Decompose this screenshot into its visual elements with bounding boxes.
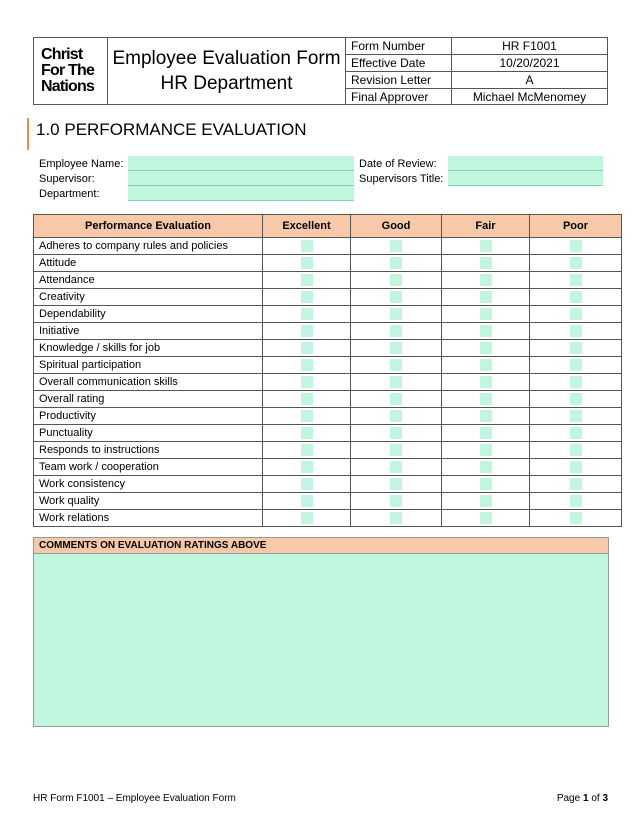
rating-cell-excellent xyxy=(263,459,351,476)
logo-line-3: Nations xyxy=(41,78,95,95)
rating-checkbox-poor[interactable] xyxy=(570,461,582,473)
employee-name-field[interactable] xyxy=(128,156,354,171)
rating-cell-fair xyxy=(442,255,530,272)
rating-cell-poor xyxy=(530,459,622,476)
supervisor-field[interactable] xyxy=(128,171,354,186)
supervisors-title-field[interactable] xyxy=(448,171,603,186)
rating-checkbox-poor[interactable] xyxy=(570,495,582,507)
rating-cell-poor xyxy=(530,493,622,510)
rating-checkbox-poor[interactable] xyxy=(570,325,582,337)
rating-checkbox-fair[interactable] xyxy=(480,410,492,422)
criterion-label: Team work / cooperation xyxy=(34,459,263,476)
rating-checkbox-fair[interactable] xyxy=(480,274,492,286)
rating-cell-good xyxy=(351,306,442,323)
rating-checkbox-fair[interactable] xyxy=(480,427,492,439)
rating-cell-excellent xyxy=(263,357,351,374)
table-row xyxy=(34,476,622,493)
rating-cell-good xyxy=(351,255,442,272)
table-row xyxy=(34,255,622,272)
rating-checkbox-fair[interactable] xyxy=(480,240,492,252)
rating-checkbox-good[interactable] xyxy=(390,325,402,337)
comments-section xyxy=(33,537,609,727)
rating-cell-poor xyxy=(530,408,622,425)
rating-checkbox-fair[interactable] xyxy=(480,359,492,371)
rating-cell-good xyxy=(351,408,442,425)
meta-row-revision-letter xyxy=(346,72,607,89)
rating-cell-fair xyxy=(442,357,530,374)
rating-checkbox-excellent[interactable] xyxy=(301,240,313,252)
rating-checkbox-excellent[interactable] xyxy=(301,291,313,303)
rating-cell-poor xyxy=(530,442,622,459)
rating-cell-excellent xyxy=(263,272,351,289)
section-title: 1.0 PERFORMANCE EVALUATION xyxy=(36,120,307,139)
table-row xyxy=(34,340,622,357)
rating-cell-poor xyxy=(530,272,622,289)
rating-checkbox-good[interactable] xyxy=(390,257,402,269)
meta-row-effective-date xyxy=(346,55,607,72)
rating-cell-good xyxy=(351,442,442,459)
table-row xyxy=(34,493,622,510)
rating-cell-excellent xyxy=(263,255,351,272)
table-row xyxy=(34,425,622,442)
meta-value: 10/20/2021 xyxy=(452,55,608,72)
form-title xyxy=(108,38,346,104)
meta-row-form-number xyxy=(346,38,607,55)
header-performance-evaluation: Performance Evaluation xyxy=(34,215,263,238)
rating-cell-fair xyxy=(442,340,530,357)
rating-checkbox-fair[interactable] xyxy=(480,308,492,320)
criterion-label: Attendance xyxy=(34,272,263,289)
rating-cell-excellent xyxy=(263,340,351,357)
footer-form-label: HR Form F1001 – Employee Evaluation Form xyxy=(33,793,236,804)
rating-checkbox-poor[interactable] xyxy=(570,376,582,388)
header-excellent: Excellent xyxy=(263,215,351,238)
rating-checkbox-poor[interactable] xyxy=(570,512,582,524)
rating-cell-fair xyxy=(442,408,530,425)
performance-table xyxy=(33,214,622,527)
criterion-label: Punctuality xyxy=(34,425,263,442)
table-row xyxy=(34,272,622,289)
date-of-review-label: Date of Review: xyxy=(359,158,437,170)
rating-cell-good xyxy=(351,323,442,340)
rating-checkbox-poor[interactable] xyxy=(570,410,582,422)
logo-line-1: Christ xyxy=(41,46,83,63)
rating-checkbox-fair[interactable] xyxy=(480,512,492,524)
meta-value: HR F1001 xyxy=(452,38,608,55)
meta-label: Form Number xyxy=(346,38,452,55)
meta-row-final-approver xyxy=(346,89,607,106)
rating-checkbox-good[interactable] xyxy=(390,427,402,439)
table-row xyxy=(34,357,622,374)
criterion-label: Spiritual participation xyxy=(34,357,263,374)
rating-checkbox-excellent[interactable] xyxy=(301,325,313,337)
rating-cell-poor xyxy=(530,374,622,391)
rating-cell-good xyxy=(351,272,442,289)
table-row xyxy=(34,289,622,306)
rating-cell-poor xyxy=(530,476,622,493)
table-row xyxy=(34,510,622,527)
rating-cell-fair xyxy=(442,323,530,340)
rating-checkbox-excellent[interactable] xyxy=(301,427,313,439)
form-title-line-1: Employee Evaluation Form xyxy=(112,48,341,69)
rating-cell-fair xyxy=(442,306,530,323)
form-header xyxy=(33,37,608,105)
rating-cell-excellent xyxy=(263,425,351,442)
rating-cell-poor xyxy=(530,255,622,272)
rating-checkbox-fair[interactable] xyxy=(480,495,492,507)
date-of-review-field[interactable] xyxy=(448,156,603,171)
table-row xyxy=(34,238,622,255)
rating-cell-excellent xyxy=(263,374,351,391)
rating-cell-good xyxy=(351,425,442,442)
rating-cell-good xyxy=(351,289,442,306)
page-current: 1 xyxy=(582,793,589,804)
rating-checkbox-good[interactable] xyxy=(390,240,402,252)
rating-checkbox-excellent[interactable] xyxy=(301,257,313,269)
supervisor-label: Supervisor: xyxy=(39,173,95,185)
rating-checkbox-poor[interactable] xyxy=(570,342,582,354)
rating-checkbox-excellent[interactable] xyxy=(301,274,313,286)
rating-cell-excellent xyxy=(263,510,351,527)
rating-checkbox-fair[interactable] xyxy=(480,342,492,354)
criterion-label: Adheres to company rules and policies xyxy=(34,238,263,255)
rating-cell-excellent xyxy=(263,289,351,306)
logo-line-2: For The xyxy=(41,62,95,79)
rating-cell-excellent xyxy=(263,391,351,408)
rating-cell-poor xyxy=(530,391,622,408)
rating-checkbox-good[interactable] xyxy=(390,291,402,303)
page-of: of xyxy=(591,793,600,804)
rating-cell-poor xyxy=(530,238,622,255)
rating-checkbox-fair[interactable] xyxy=(480,291,492,303)
rating-checkbox-excellent[interactable] xyxy=(301,495,313,507)
meta-label: Final Approver xyxy=(346,89,452,106)
criterion-label: Productivity xyxy=(34,408,263,425)
rating-checkbox-excellent[interactable] xyxy=(301,376,313,388)
rating-cell-fair xyxy=(442,493,530,510)
form-title-line-2: HR Department xyxy=(160,73,293,94)
section-accent-bar xyxy=(27,118,29,150)
rating-checkbox-poor[interactable] xyxy=(570,393,582,405)
meta-label: Effective Date xyxy=(346,55,452,72)
rating-checkbox-excellent[interactable] xyxy=(301,393,313,405)
table-row xyxy=(34,306,622,323)
rating-cell-poor xyxy=(530,425,622,442)
page-total: 3 xyxy=(602,793,608,804)
rating-checkbox-good[interactable] xyxy=(390,410,402,422)
rating-checkbox-fair[interactable] xyxy=(480,257,492,269)
rating-checkbox-good[interactable] xyxy=(390,495,402,507)
rating-checkbox-excellent[interactable] xyxy=(301,444,313,456)
rating-cell-good xyxy=(351,493,442,510)
meta-value: A xyxy=(452,72,608,89)
table-row xyxy=(34,323,622,340)
rating-checkbox-good[interactable] xyxy=(390,376,402,388)
rating-cell-excellent xyxy=(263,408,351,425)
rating-checkbox-good[interactable] xyxy=(390,274,402,286)
rating-cell-good xyxy=(351,391,442,408)
footer-page-number xyxy=(557,793,608,804)
rating-checkbox-good[interactable] xyxy=(390,444,402,456)
rating-checkbox-good[interactable] xyxy=(390,308,402,320)
organization-logo xyxy=(34,38,108,104)
rating-cell-poor xyxy=(530,510,622,527)
rating-checkbox-fair[interactable] xyxy=(480,461,492,473)
criterion-label: Work relations xyxy=(34,510,263,527)
department-label: Department: xyxy=(39,188,100,200)
rating-checkbox-poor[interactable] xyxy=(570,478,582,490)
rating-checkbox-excellent[interactable] xyxy=(301,308,313,320)
rating-cell-good xyxy=(351,238,442,255)
rating-cell-fair xyxy=(442,289,530,306)
meta-value: Michael McMenomey xyxy=(472,90,587,104)
rating-checkbox-poor[interactable] xyxy=(570,444,582,456)
department-field[interactable] xyxy=(128,186,354,201)
rating-cell-fair xyxy=(442,459,530,476)
comments-title: COMMENTS ON EVALUATION RATINGS ABOVE xyxy=(34,538,608,554)
rating-checkbox-good[interactable] xyxy=(390,359,402,371)
rating-checkbox-fair[interactable] xyxy=(480,393,492,405)
rating-checkbox-excellent[interactable] xyxy=(301,461,313,473)
criterion-label: Work consistency xyxy=(34,476,263,493)
rating-cell-poor xyxy=(530,306,622,323)
criterion-label: Attitude xyxy=(34,255,263,272)
meta-label: Revision Letter xyxy=(346,72,452,89)
criterion-label: Initiative xyxy=(34,323,263,340)
rating-cell-excellent xyxy=(263,493,351,510)
criterion-label: Responds to instructions xyxy=(34,442,263,459)
table-row xyxy=(34,459,622,476)
rating-cell-fair xyxy=(442,238,530,255)
rating-cell-fair xyxy=(442,442,530,459)
rating-checkbox-poor[interactable] xyxy=(570,257,582,269)
header-poor: Poor xyxy=(530,215,622,238)
rating-cell-fair xyxy=(442,391,530,408)
criterion-label: Work quality xyxy=(34,493,263,510)
rating-checkbox-fair[interactable] xyxy=(480,325,492,337)
rating-checkbox-poor[interactable] xyxy=(570,291,582,303)
supervisors-title-label: Supervisors Title: xyxy=(359,173,444,185)
criterion-label: Dependability xyxy=(34,306,263,323)
rating-cell-fair xyxy=(442,476,530,493)
rating-checkbox-poor[interactable] xyxy=(570,240,582,252)
rating-cell-excellent xyxy=(263,306,351,323)
rating-checkbox-excellent[interactable] xyxy=(301,410,313,422)
employee-name-label: Employee Name: xyxy=(39,158,124,170)
rating-cell-good xyxy=(351,340,442,357)
performance-table-header xyxy=(34,215,622,238)
rating-checkbox-excellent[interactable] xyxy=(301,512,313,524)
rating-cell-fair xyxy=(442,272,530,289)
table-row xyxy=(34,374,622,391)
rating-cell-good xyxy=(351,374,442,391)
rating-checkbox-good[interactable] xyxy=(390,393,402,405)
rating-checkbox-good[interactable] xyxy=(390,461,402,473)
rating-cell-excellent xyxy=(263,238,351,255)
rating-checkbox-good[interactable] xyxy=(390,342,402,354)
form-meta-table xyxy=(346,38,607,105)
criterion-label: Overall communication skills xyxy=(34,374,263,391)
rating-checkbox-good[interactable] xyxy=(390,512,402,524)
rating-cell-excellent xyxy=(263,323,351,340)
rating-checkbox-poor[interactable] xyxy=(570,427,582,439)
rating-checkbox-excellent[interactable] xyxy=(301,359,313,371)
header-good: Good xyxy=(351,215,442,238)
rating-cell-poor xyxy=(530,323,622,340)
rating-cell-fair xyxy=(442,425,530,442)
rating-checkbox-poor[interactable] xyxy=(570,359,582,371)
criterion-label: Knowledge / skills for job xyxy=(34,340,263,357)
rating-cell-fair xyxy=(442,374,530,391)
rating-cell-good xyxy=(351,510,442,527)
rating-cell-excellent xyxy=(263,442,351,459)
comments-field[interactable] xyxy=(34,554,608,728)
page-prefix: Page xyxy=(556,793,581,804)
rating-checkbox-fair[interactable] xyxy=(480,376,492,388)
rating-cell-fair xyxy=(442,510,530,527)
rating-cell-excellent xyxy=(263,476,351,493)
rating-checkbox-excellent[interactable] xyxy=(301,342,313,354)
rating-checkbox-good[interactable] xyxy=(390,478,402,490)
rating-checkbox-poor[interactable] xyxy=(570,274,582,286)
criterion-label: Overall rating xyxy=(34,391,263,408)
header-fair: Fair xyxy=(442,215,530,238)
rating-checkbox-fair[interactable] xyxy=(480,478,492,490)
rating-cell-good xyxy=(351,357,442,374)
table-row xyxy=(34,442,622,459)
rating-checkbox-poor[interactable] xyxy=(570,308,582,320)
rating-cell-good xyxy=(351,459,442,476)
rating-checkbox-excellent[interactable] xyxy=(301,478,313,490)
table-row xyxy=(34,391,622,408)
rating-cell-poor xyxy=(530,357,622,374)
criterion-label: Creativity xyxy=(34,289,263,306)
rating-checkbox-fair[interactable] xyxy=(480,444,492,456)
rating-cell-good xyxy=(351,476,442,493)
table-row xyxy=(34,408,622,425)
rating-cell-poor xyxy=(530,340,622,357)
rating-cell-poor xyxy=(530,289,622,306)
